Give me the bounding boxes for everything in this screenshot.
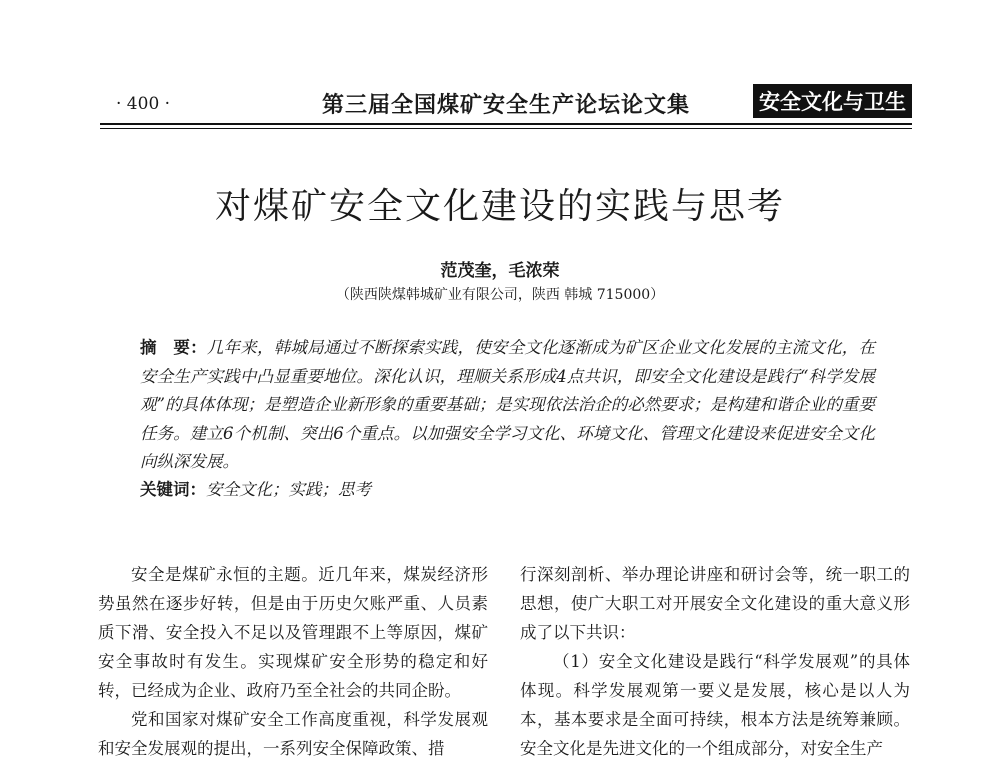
keywords-text: 安全文化；实践；思考: [206, 480, 371, 499]
abstract-text: 几年来，韩城局通过不断探索实践，使安全文化逐渐成为矿区企业文化发展的主流文化，在安全生产实践中凸显重要地位。深化认识，理顺关系形成4点共识，即安全文化建设是践行“科学发展观”的具体体现；是塑造企业新形象的重要基础；是实现依法治企的必然要求；是构建和谐企业的重要任务。建立6个机制、突出6个重点。以加强安全学习文化、环境文化、管理文化建设来促进安全文化向纵深发展。: [140, 338, 876, 471]
body-paragraph: 安全是煤矿永恒的主题。近几年来，煤炭经济形势虽然在逐步好转，但是由于历史欠账严重、人员素质下滑、安全投入不足以及管理跟不上等原因，煤矿安全事故时有发生。实现煤矿安全形势的稳定和好转，已经成为企业、政府乃至全社会的共同企盼。: [98, 565, 488, 700]
keywords-label: 关键词：: [140, 480, 206, 499]
author-affiliation: （陕西陕煤韩城矿业有限公司，陕西 韩城 715000）: [335, 287, 665, 303]
article-title: 对煤矿安全文化建设的实践与思考: [214, 186, 785, 227]
body-paragraph: （1）安全文化建设是践行“科学发展观”的具体体现。科学发展观第一要义是发展，核心是以人为本，基本要求是全面可持续，根本方法是统筹兼顾。安全文化是先进文化的一个组成部分，对安全生产: [520, 652, 910, 758]
section-tag: 安全文化与卫生: [753, 84, 912, 118]
running-header: [100, 80, 912, 122]
page-number: · 400 ·: [116, 94, 171, 114]
abstract-label: 摘 要：: [140, 338, 207, 357]
article-authors: 范茂奎，毛浓荣: [440, 261, 560, 281]
abstract: [140, 334, 875, 477]
body-paragraph: 党和国家对煤矿安全工作高度重视，科学发展观和安全发展观的提出，一系列安全保障政策、措: [98, 710, 488, 758]
keywords: [140, 476, 875, 504]
body-paragraph: 行深刻剖析、举办理论讲座和研讨会等，统一职工的思想，使广大职工对开展安全文化建设的重大意义形成了以下共识：: [520, 565, 910, 642]
body-column-left: [98, 560, 488, 763]
body-column-right: [520, 560, 910, 763]
header-rule-thin: [100, 128, 912, 129]
header-rule-thick: [100, 123, 912, 125]
journal-title: 第三届全国煤矿安全生产论坛论文集: [321, 93, 690, 118]
